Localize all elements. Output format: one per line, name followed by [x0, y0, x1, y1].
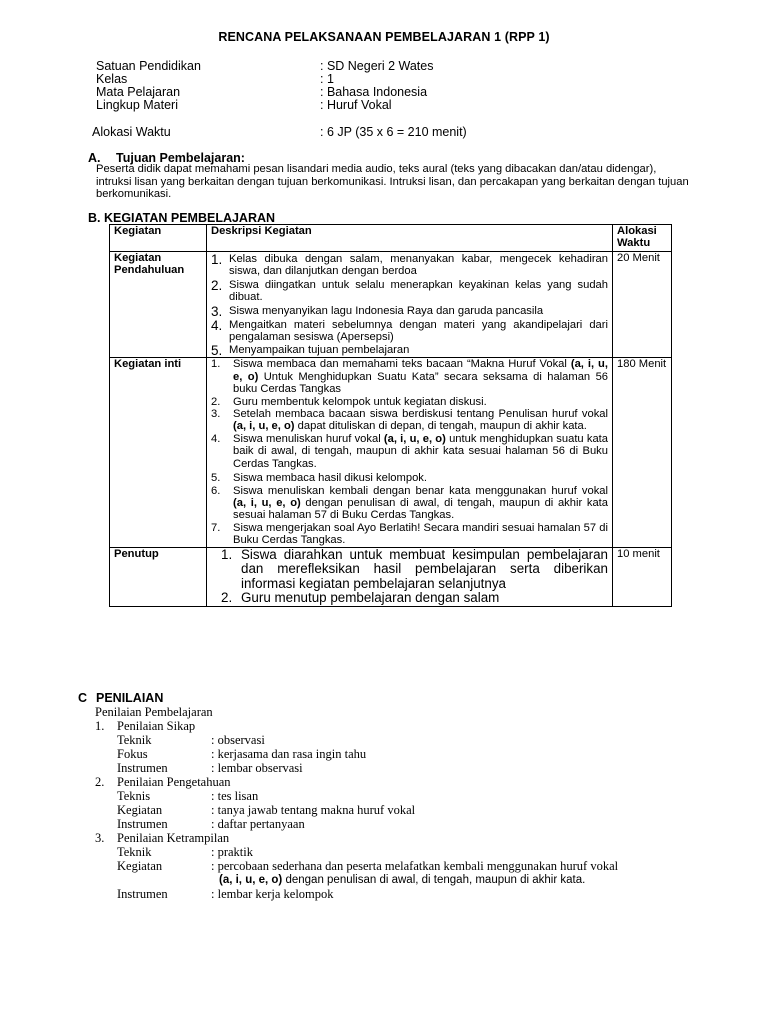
time-allocation [92, 125, 467, 139]
list-number: 6. [211, 484, 221, 497]
row-label: Fokus [117, 747, 148, 761]
item-title: Penilaian Sikap [117, 719, 196, 733]
item-number: 2. [95, 775, 105, 789]
section-title: PENILAIAN [96, 691, 164, 705]
identity-label: Lingkup Materi [96, 98, 178, 112]
text-part: Setelah membaca bacaan siswa berdiskusi tentang Penulisan huruf vokal [233, 408, 608, 421]
row-value: : kerjasama dan rasa ingin tahu [211, 747, 367, 761]
assessment-item [78, 719, 731, 733]
list-item [211, 522, 608, 547]
list-number: 1. [211, 358, 221, 371]
list-item [211, 433, 608, 470]
list-number: 1. [221, 546, 233, 562]
list-text: Mengaitkan materi sebelumnya dengan materi yang akandipelajari dari pengalaman sesiswa (Apersepsi) [229, 318, 608, 344]
list-item [211, 319, 608, 344]
activity-description [207, 358, 613, 547]
list-item [221, 591, 608, 606]
row-value: : praktik [211, 845, 254, 859]
activity-name: Kegiatan inti [110, 358, 207, 547]
assessment-row [78, 747, 731, 761]
row-value [211, 859, 731, 887]
activity-description [207, 252, 613, 358]
activity-list [211, 358, 608, 546]
identity-value: : Huruf Vokal [320, 98, 392, 112]
identity-label: Kelas [96, 72, 128, 86]
table-header-row [110, 225, 672, 252]
list-text [233, 522, 608, 547]
list-text [233, 433, 608, 470]
page-title: RENCANA PELAKSANAAN PEMBELAJARAN 1 (RPP 1) [218, 30, 550, 44]
section-number: C [78, 691, 88, 705]
header-kegiatan: Kegiatan [110, 225, 207, 252]
identity-label: Satuan Pendidikan [96, 59, 201, 73]
list-number: 3. [211, 303, 223, 319]
assessment-row [78, 887, 731, 901]
list-text [233, 358, 608, 395]
list-number: 2. [211, 277, 223, 293]
assessment-row [78, 817, 731, 831]
section-c-heading [78, 691, 731, 705]
assessment-item [78, 775, 731, 789]
list-text [233, 408, 608, 433]
text-part: Siswa menuliskan huruf vokal [233, 432, 384, 445]
row-value: : lembar observasi [211, 761, 303, 775]
table-row-inti [110, 358, 672, 547]
row-label: Teknik [117, 845, 152, 859]
table-row-penutup [110, 547, 672, 606]
list-text: Siswa menyanyikan lagu Indonesia Raya dan garuda pancasila [229, 304, 544, 317]
activity-list [211, 548, 608, 606]
list-item [211, 344, 608, 357]
identity-table [96, 60, 433, 112]
list-item [211, 279, 608, 304]
list-item [211, 253, 608, 278]
section-c [78, 691, 731, 901]
text-part: Untuk Menghidupkan Suatu Kata” secara seksama di halaman 56 buku Cerdas Tangkas [233, 370, 609, 396]
vowel-set: (a, i, u, e, o) [219, 874, 283, 886]
list-text: Guru menutup pembelajaran dengan salam [241, 590, 500, 606]
activity-time: 10 menit [613, 547, 672, 606]
assessment-item [78, 831, 731, 845]
list-item [211, 396, 608, 408]
row-value: : tanya jawab tentang makna huruf vokal [211, 803, 416, 817]
activity-name: Penutup [110, 547, 207, 606]
text-part: Siswa membaca dan memahami teks bacaan “Makna Huruf Vokal [233, 358, 571, 371]
assessment-row [78, 845, 731, 859]
vowel-set: (a, i, u, e, o) [383, 432, 446, 445]
time-allocation-label: Alokasi Waktu [92, 125, 171, 139]
header-alokasi: Alokasi Waktu [613, 225, 672, 252]
row-label: Instrumen [117, 887, 168, 901]
text-part: Siswa membaca hasil dikusi kelompok. [233, 472, 427, 485]
assessment-row [78, 761, 731, 775]
row-value-line [211, 873, 731, 887]
text-part: dapat dituliskan di depan, di tengah, maupun di akhir kata. [294, 420, 587, 433]
list-text: Siswa diarahkan untuk membuat kesimpulan pembelajaran dan merefleksikan hasil pembelajaran serta diberikan informasi kegiatan pembelajaran selanjutnya [241, 546, 608, 591]
text-part: untuk menghidupkan suatu kata baik di awal, di tengah, maupun di akhir kata sesuai halaman 56 di Buku Cerdas Tangkas. [233, 432, 609, 470]
section-number: A. [88, 151, 101, 165]
row-label: Instrumen [117, 817, 168, 831]
list-text: Kelas dibuka dengan salam, menanyakan kabar, mengecek kehadiran siswa, dan dilanjutkan dengan berdoa [229, 253, 608, 278]
list-item [211, 305, 608, 318]
identity-label: Mata Pelajaran [96, 85, 181, 99]
table-row-pendahuluan [110, 252, 672, 358]
list-number: 2. [211, 395, 221, 408]
row-label: Kegiatan [117, 803, 163, 817]
learning-objective-text: Peserta didik dapat memahami pesan lisandari media audio, teks aural (teks yang dibacakan dan/atau didengar), intruksi lisan yang berkaitan dengan tujuan berkomunikasi. Intruksi lisan, dan percakapan yang berkaitan dengan tujuan berkomunikasi. [96, 163, 689, 200]
identity-value: : SD Negeri 2 Wates [320, 59, 434, 73]
list-number: 4. [211, 317, 223, 333]
list-text [233, 485, 608, 522]
list-text: Menyampaikan tujuan pembelajaran [229, 344, 410, 357]
row-label: Instrumen [117, 761, 168, 775]
identity-value: : Bahasa Indonesia [320, 85, 428, 99]
row-label: Teknis [117, 789, 151, 803]
text-part: Siswa mengerjakan soal Ayo Berlatih! Secara mandiri sesuai hamalan 57 di Buku Cerdas Tangkas. [233, 521, 608, 547]
list-number: 4. [211, 432, 221, 445]
item-title: Penilaian Ketrampilan [117, 831, 230, 845]
vowel-set: (a, i, u, e, o) [233, 358, 608, 383]
item-title: Penilaian Pengetahuan [117, 775, 231, 789]
identity-row [96, 60, 433, 73]
activity-time: 180 Menit [613, 358, 672, 547]
assessment-row [78, 803, 731, 817]
activity-list [211, 253, 608, 357]
list-number: 2. [221, 590, 233, 606]
list-item [211, 472, 608, 484]
row-label: Teknik [117, 733, 152, 747]
activity-time: 20 Menit [613, 252, 672, 358]
row-value: : daftar pertanyaan [211, 817, 305, 831]
header-deskripsi: Deskripsi Kegiatan [207, 225, 613, 252]
section-title: Tujuan Pembelajaran: [116, 151, 245, 165]
list-number: 5. [211, 343, 223, 359]
item-number: 3. [95, 831, 105, 845]
section-b-heading: B. KEGIATAN PEMBELAJARAN [88, 211, 276, 225]
text-part: Guru membentuk kelompok untuk kegiatan diskusi. [233, 395, 487, 408]
text-part: Siswa menuliskan kembali dengan benar kata menggunakan huruf vokal [233, 484, 608, 497]
row-value: : observasi [211, 733, 265, 747]
vowel-set: (a, i, u, e, o) [233, 420, 295, 433]
text-part: dengan penulisan di awal, di tengah, maupun di akhir kata sesuai halaman 57 di Buku Cerdas Tangkas. [233, 496, 609, 522]
activity-name: Kegiatan Pendahuluan [110, 252, 207, 358]
list-number: 5. [211, 472, 221, 485]
activities-table [109, 224, 672, 607]
assessment-row [78, 789, 731, 803]
identity-value: : 1 [320, 72, 334, 86]
item-number: 1. [95, 719, 105, 733]
assessment-subtitle: Penilaian Pembelajaran [95, 705, 213, 719]
list-number: 7. [211, 521, 221, 534]
activity-description [207, 547, 613, 606]
row-value: : tes lisan [211, 789, 259, 803]
list-text [233, 396, 608, 408]
time-allocation-value: : 6 JP (35 x 6 = 210 menit) [320, 125, 467, 139]
row-value-line: : percobaan sederhana dan peserta melafatkan kembali menggunakan huruf vokal [211, 859, 619, 873]
list-item [221, 548, 608, 592]
list-item [211, 485, 608, 522]
list-item [211, 358, 608, 395]
identity-row [96, 99, 433, 112]
list-text [233, 472, 608, 484]
row-label: Kegiatan [117, 859, 163, 873]
assessment-row [78, 859, 731, 887]
row-value: : lembar kerja kelompok [211, 887, 334, 901]
assessment-row [78, 733, 731, 747]
list-number: 3. [211, 408, 221, 421]
list-number: 1. [211, 252, 223, 267]
vowel-set: (a, i, u, e, o) [233, 496, 301, 509]
list-item [211, 408, 608, 433]
list-text: Siswa diingatkan untuk selalu menerapkan keyakinan kelas yang sudah dibuat. [229, 278, 608, 304]
text-part: dengan penulisan di awal, di tengah, maupun di akhir kata. [282, 874, 586, 886]
